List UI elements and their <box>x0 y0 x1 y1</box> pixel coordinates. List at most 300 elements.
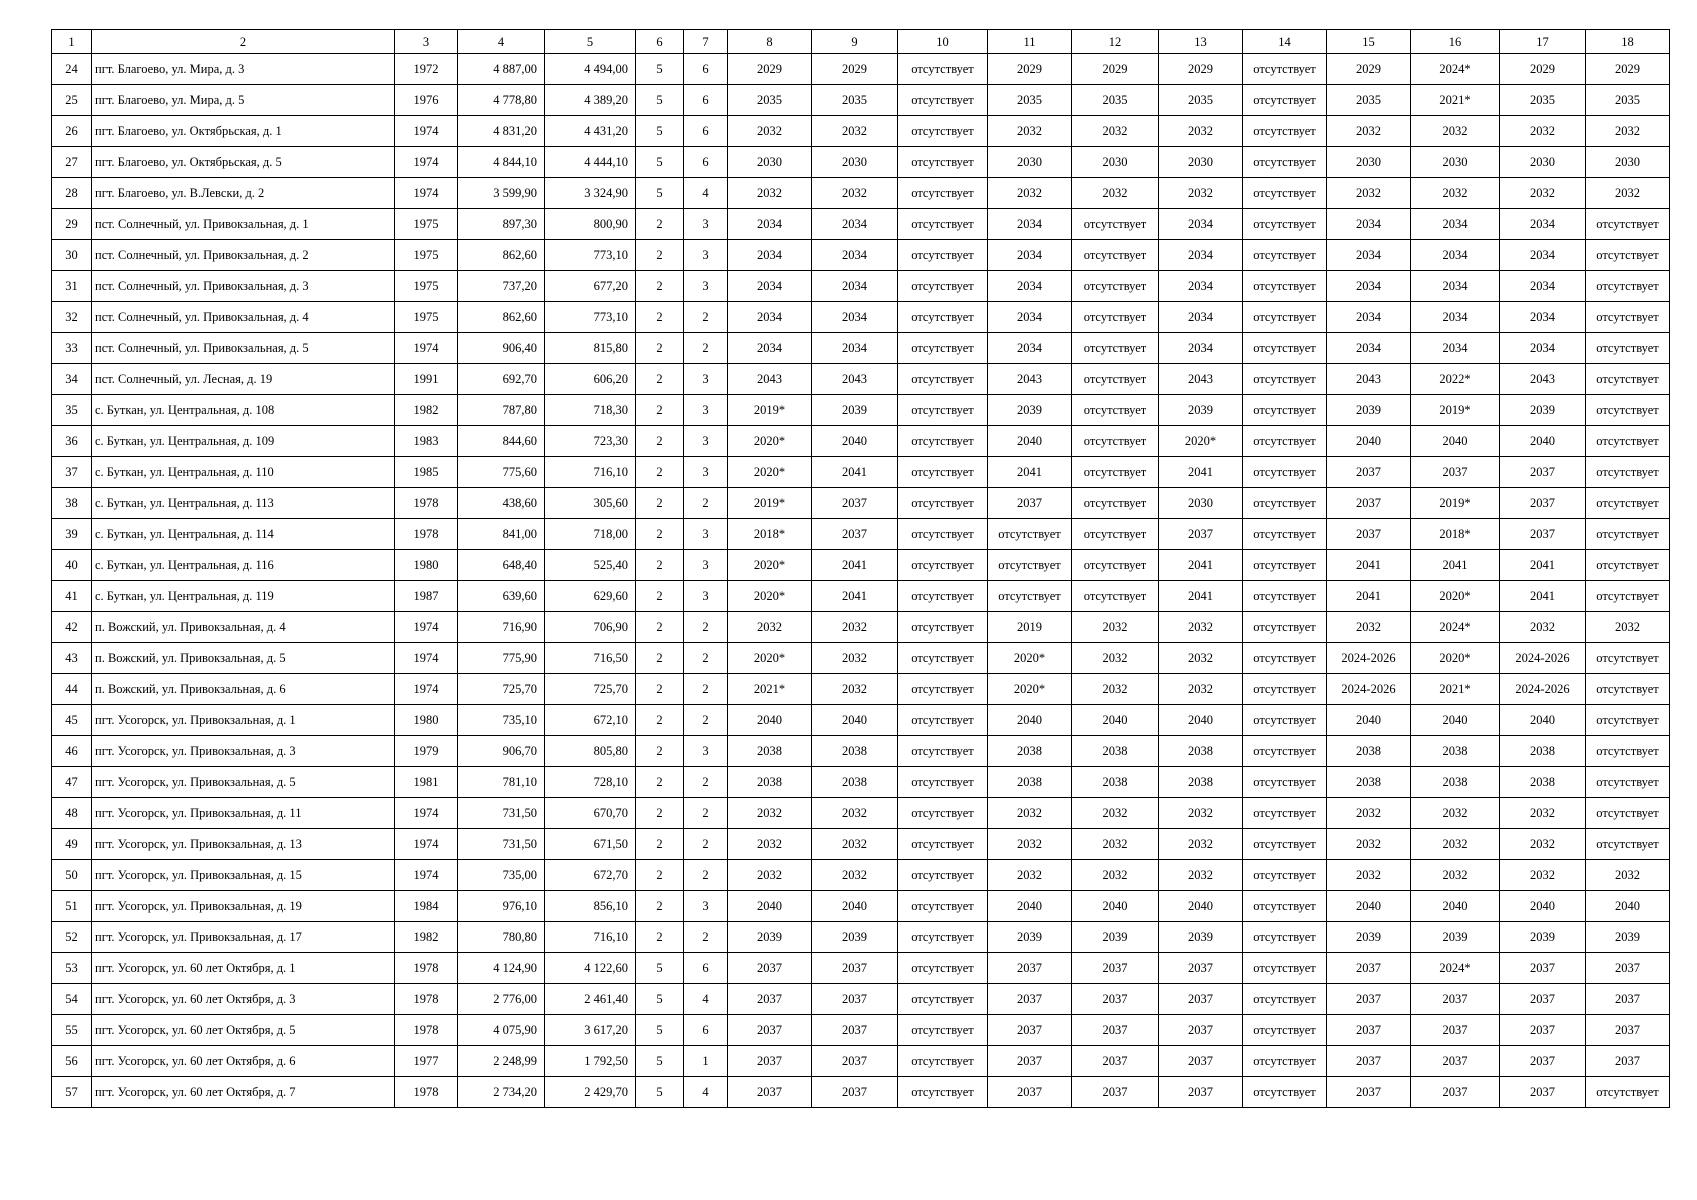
table-cell: 2039 <box>1586 922 1670 953</box>
table-cell: 2037 <box>728 1077 812 1108</box>
table-cell: 2032 <box>728 178 812 209</box>
table-cell: 2039 <box>1500 395 1586 426</box>
table-cell: 1974 <box>395 612 458 643</box>
table-cell: 2040 <box>728 705 812 736</box>
table-cell: 2032 <box>1500 798 1586 829</box>
table-cell: 639,60 <box>458 581 545 612</box>
table-cell: 2039 <box>1159 922 1243 953</box>
table-cell: 2029 <box>1159 54 1243 85</box>
table-cell: 2038 <box>728 736 812 767</box>
table-cell: 2037 <box>1500 457 1586 488</box>
address-cell: пгт. Усогорск, ул. 60 лет Октября, д. 7 <box>92 1077 395 1108</box>
table-cell: 3 <box>684 426 728 457</box>
table-cell: 4 124,90 <box>458 953 545 984</box>
table-cell: 2024-2026 <box>1327 674 1411 705</box>
table-cell: 1987 <box>395 581 458 612</box>
table-cell: 725,70 <box>458 674 545 705</box>
table-cell: 2032 <box>728 116 812 147</box>
table-cell: 2037 <box>1327 953 1411 984</box>
address-cell: с. Буткан, ул. Центральная, д. 114 <box>92 519 395 550</box>
table-cell: 2039 <box>812 395 898 426</box>
table-cell: 606,20 <box>545 364 636 395</box>
table-cell: отсутствует <box>1243 364 1327 395</box>
table-cell: 2034 <box>1327 240 1411 271</box>
table-cell: 3 <box>684 550 728 581</box>
table-cell: 2 <box>636 891 684 922</box>
row-number-cell: 49 <box>52 829 92 860</box>
table-cell: 3 <box>684 271 728 302</box>
table-cell: 2032 <box>728 860 812 891</box>
address-cell: с. Буткан, ул. Центральная, д. 108 <box>92 395 395 426</box>
table-cell: 2032 <box>1500 829 1586 860</box>
address-cell: пгт. Усогорск, ул. Привокзальная, д. 1 <box>92 705 395 736</box>
table-cell: 2020* <box>988 643 1072 674</box>
table-cell: 2034 <box>1327 333 1411 364</box>
table-cell: 2 <box>636 612 684 643</box>
column-header-6: 6 <box>636 30 684 54</box>
table-cell: 2 <box>636 209 684 240</box>
table-cell: отсутствует <box>1072 240 1159 271</box>
table-row <box>52 705 1670 736</box>
table-cell: 2034 <box>812 271 898 302</box>
table-cell: 2034 <box>1327 302 1411 333</box>
address-cell: пст. Солнечный, ул. Привокзальная, д. 2 <box>92 240 395 271</box>
table-cell: 2021* <box>1411 674 1500 705</box>
table-cell: отсутствует <box>1072 426 1159 457</box>
table-cell: 2032 <box>1586 612 1670 643</box>
address-cell: с. Буткан, ул. Центральная, д. 109 <box>92 426 395 457</box>
row-number-cell: 51 <box>52 891 92 922</box>
table-row <box>52 364 1670 395</box>
table-cell: 2039 <box>728 922 812 953</box>
table-cell: 2034 <box>812 302 898 333</box>
table-cell: 2037 <box>1411 1015 1500 1046</box>
column-header-4: 4 <box>458 30 545 54</box>
table-row <box>52 395 1670 426</box>
table-cell: 2034 <box>728 271 812 302</box>
table-cell: 2029 <box>1327 54 1411 85</box>
table-cell: 800,90 <box>545 209 636 240</box>
row-number-cell: 53 <box>52 953 92 984</box>
row-number-cell: 36 <box>52 426 92 457</box>
table-cell: 780,80 <box>458 922 545 953</box>
address-cell: с. Буткан, ул. Центральная, д. 113 <box>92 488 395 519</box>
table-cell: 805,80 <box>545 736 636 767</box>
table-cell: отсутствует <box>1586 705 1670 736</box>
table-cell: 2032 <box>1411 116 1500 147</box>
table-cell: 2043 <box>1159 364 1243 395</box>
table-cell: 1974 <box>395 643 458 674</box>
table-cell: 906,40 <box>458 333 545 364</box>
table-cell: 648,40 <box>458 550 545 581</box>
table-cell: 2039 <box>812 922 898 953</box>
row-number-cell: 44 <box>52 674 92 705</box>
table-cell: отсутствует <box>1072 271 1159 302</box>
table-cell: 2035 <box>1159 85 1243 116</box>
table-cell: 2037 <box>1327 1046 1411 1077</box>
table-cell: 1974 <box>395 147 458 178</box>
table-cell: 2 <box>636 426 684 457</box>
table-cell: отсутствует <box>1243 488 1327 519</box>
table-cell: 2020* <box>728 426 812 457</box>
table-cell: 5 <box>636 984 684 1015</box>
table-cell: 2038 <box>1500 736 1586 767</box>
table-cell: 1978 <box>395 488 458 519</box>
table-cell: 2034 <box>1411 302 1500 333</box>
table-cell: 2 734,20 <box>458 1077 545 1108</box>
table-cell: 2 <box>684 674 728 705</box>
table-cell: отсутствует <box>1243 333 1327 364</box>
table-cell: 2038 <box>1327 767 1411 798</box>
column-header-5: 5 <box>545 30 636 54</box>
table-cell: 629,60 <box>545 581 636 612</box>
table-cell: 525,40 <box>545 550 636 581</box>
table-row <box>52 798 1670 829</box>
table-cell: 2024* <box>1411 953 1500 984</box>
table-cell: 2037 <box>1327 984 1411 1015</box>
table-cell: 2019* <box>1411 488 1500 519</box>
table-cell: 2032 <box>1159 829 1243 860</box>
table-cell: отсутствует <box>1243 674 1327 705</box>
table-cell: 2032 <box>1159 612 1243 643</box>
table-cell: 2032 <box>1586 178 1670 209</box>
table-cell: 2037 <box>1159 953 1243 984</box>
table-cell: 5 <box>636 1015 684 1046</box>
address-cell: с. Буткан, ул. Центральная, д. 116 <box>92 550 395 581</box>
table-cell: отсутствует <box>988 581 1072 612</box>
table-cell: 2041 <box>1159 457 1243 488</box>
table-cell: 1979 <box>395 736 458 767</box>
row-number-cell: 26 <box>52 116 92 147</box>
table-cell: 2037 <box>1586 1046 1670 1077</box>
table-cell: 2038 <box>1411 767 1500 798</box>
table-cell: отсутствует <box>1243 457 1327 488</box>
row-number-cell: 33 <box>52 333 92 364</box>
table-cell: 2037 <box>1500 953 1586 984</box>
table-cell: 2037 <box>1327 1015 1411 1046</box>
address-cell: п. Вожский, ул. Привокзальная, д. 4 <box>92 612 395 643</box>
table-cell: 2038 <box>812 767 898 798</box>
table-cell: 4 444,10 <box>545 147 636 178</box>
table-cell: 2041 <box>1327 581 1411 612</box>
table-cell: 1974 <box>395 116 458 147</box>
table-cell: 2021* <box>728 674 812 705</box>
table-cell: 2 776,00 <box>458 984 545 1015</box>
table-cell: 2030 <box>812 147 898 178</box>
table-cell: 2032 <box>1327 798 1411 829</box>
table-cell: 2038 <box>1327 736 1411 767</box>
table-cell: 2038 <box>1072 767 1159 798</box>
table-cell: отсутствует <box>1243 85 1327 116</box>
table-cell: 2034 <box>1159 333 1243 364</box>
table-cell: 2 <box>636 674 684 705</box>
table-cell: отсутствует <box>1243 519 1327 550</box>
table-cell: отсутствует <box>1072 488 1159 519</box>
table-cell: 2040 <box>1411 891 1500 922</box>
table-cell: 2020* <box>728 457 812 488</box>
table-cell: 4 122,60 <box>545 953 636 984</box>
table-cell: 2 <box>684 922 728 953</box>
address-cell: пст. Солнечный, ул. Лесная, д. 19 <box>92 364 395 395</box>
table-cell: 670,70 <box>545 798 636 829</box>
table-cell: 2 <box>636 736 684 767</box>
table-cell: отсутствует <box>1586 1077 1670 1108</box>
table-cell: 2040 <box>988 891 1072 922</box>
table-cell: отсутствует <box>898 395 988 426</box>
table-cell: 2041 <box>1327 550 1411 581</box>
table-cell: 2034 <box>1500 302 1586 333</box>
address-cell: п. Вожский, ул. Привокзальная, д. 6 <box>92 674 395 705</box>
table-cell: 2034 <box>1159 302 1243 333</box>
table-cell: отсутствует <box>1243 178 1327 209</box>
table-cell: отсутствует <box>898 147 988 178</box>
row-number-cell: 57 <box>52 1077 92 1108</box>
table-cell: 2032 <box>812 860 898 891</box>
table-cell: 2034 <box>1327 271 1411 302</box>
table-cell: 723,30 <box>545 426 636 457</box>
table-cell: отсутствует <box>1243 953 1327 984</box>
table-cell: 1975 <box>395 271 458 302</box>
table-cell: 906,70 <box>458 736 545 767</box>
table-cell: 2037 <box>988 984 1072 1015</box>
table-cell: 2037 <box>1586 953 1670 984</box>
row-number-cell: 54 <box>52 984 92 1015</box>
table-cell: 2029 <box>1586 54 1670 85</box>
table-cell: 976,10 <box>458 891 545 922</box>
table-cell: 2041 <box>1159 581 1243 612</box>
table-cell: 677,20 <box>545 271 636 302</box>
row-number-cell: 52 <box>52 922 92 953</box>
address-cell: пст. Солнечный, ул. Привокзальная, д. 5 <box>92 333 395 364</box>
table-row <box>52 147 1670 178</box>
column-header-12: 12 <box>1072 30 1159 54</box>
table-cell: 2034 <box>1500 271 1586 302</box>
table-cell: 2038 <box>1159 767 1243 798</box>
address-cell: пгт. Усогорск, ул. 60 лет Октября, д. 5 <box>92 1015 395 1046</box>
table-cell: 2043 <box>812 364 898 395</box>
table-cell: отсутствует <box>898 302 988 333</box>
table-cell: 2037 <box>1327 1077 1411 1108</box>
column-header-17: 17 <box>1500 30 1586 54</box>
table-cell: 2020* <box>1411 643 1500 674</box>
table-cell: 2032 <box>1159 674 1243 705</box>
table-cell: 2032 <box>1072 612 1159 643</box>
table-cell: 2 <box>636 364 684 395</box>
table-cell: 2021* <box>1411 85 1500 116</box>
table-cell: 1978 <box>395 953 458 984</box>
table-cell: 2040 <box>1500 426 1586 457</box>
table-cell: отсутствует <box>1072 581 1159 612</box>
table-cell: 1982 <box>395 922 458 953</box>
table-cell: отсутствует <box>898 519 988 550</box>
table-cell: отсутствует <box>898 550 988 581</box>
table-cell: 2038 <box>988 736 1072 767</box>
address-cell: пст. Солнечный, ул. Привокзальная, д. 4 <box>92 302 395 333</box>
table-row <box>52 550 1670 581</box>
table-cell: 2043 <box>988 364 1072 395</box>
table-cell: 2 <box>684 333 728 364</box>
table-cell: 2 <box>684 798 728 829</box>
table-cell: отсутствует <box>1243 860 1327 891</box>
table-cell: 2040 <box>1159 891 1243 922</box>
table-cell: 844,60 <box>458 426 545 457</box>
table-cell: 2034 <box>728 240 812 271</box>
table-cell: 2032 <box>1327 116 1411 147</box>
table-cell: 2032 <box>1327 829 1411 860</box>
table-cell: 6 <box>684 1015 728 1046</box>
table-cell: 2034 <box>728 333 812 364</box>
table-cell: 2 <box>684 829 728 860</box>
table-cell: 1978 <box>395 1077 458 1108</box>
table-cell: 775,60 <box>458 457 545 488</box>
table-cell: 2 <box>684 705 728 736</box>
table-row <box>52 1046 1670 1077</box>
table-cell: 2035 <box>1072 85 1159 116</box>
table-cell: 2032 <box>1500 178 1586 209</box>
table-cell: 716,10 <box>545 922 636 953</box>
table-cell: 4 075,90 <box>458 1015 545 1046</box>
table-cell: 2 248,99 <box>458 1046 545 1077</box>
table-cell: 1 792,50 <box>545 1046 636 1077</box>
table-cell: 781,10 <box>458 767 545 798</box>
table-cell: отсутствует <box>1586 488 1670 519</box>
table-cell: 2038 <box>728 767 812 798</box>
table-cell: 725,70 <box>545 674 636 705</box>
table-cell: 897,30 <box>458 209 545 240</box>
table-cell: 5 <box>636 953 684 984</box>
table-cell: отсутствует <box>1243 922 1327 953</box>
table-cell: 2 <box>684 767 728 798</box>
table-cell: отсутствует <box>1243 395 1327 426</box>
table-cell: отсутствует <box>1243 705 1327 736</box>
table-cell: 2029 <box>728 54 812 85</box>
table-cell: 2040 <box>988 426 1072 457</box>
table-cell: 3 <box>684 891 728 922</box>
table-row <box>52 1015 1670 1046</box>
table-cell: 2 <box>636 922 684 953</box>
table-cell: 2037 <box>1327 457 1411 488</box>
table-cell: 2029 <box>1500 54 1586 85</box>
table-cell: 2040 <box>1327 891 1411 922</box>
table-cell: 2032 <box>1072 829 1159 860</box>
table-cell: отсутствует <box>1243 891 1327 922</box>
table-cell: 2041 <box>1159 550 1243 581</box>
table-cell: 2032 <box>1586 116 1670 147</box>
table-cell: 1978 <box>395 984 458 1015</box>
address-cell: пгт. Благоево, ул. В.Левски, д. 2 <box>92 178 395 209</box>
table-cell: 1972 <box>395 54 458 85</box>
table-cell: 2032 <box>812 643 898 674</box>
table-cell: отсутствует <box>1243 1077 1327 1108</box>
table-cell: отсутствует <box>1586 829 1670 860</box>
address-cell: п. Вожский, ул. Привокзальная, д. 5 <box>92 643 395 674</box>
table-cell: отсутствует <box>898 953 988 984</box>
table-cell: 2024-2026 <box>1500 643 1586 674</box>
table-cell: 2032 <box>1586 860 1670 891</box>
table-cell: 2040 <box>1327 426 1411 457</box>
address-cell: пгт. Усогорск, ул. Привокзальная, д. 3 <box>92 736 395 767</box>
table-cell: 2032 <box>1072 643 1159 674</box>
table-cell: 1981 <box>395 767 458 798</box>
table-cell: 1974 <box>395 333 458 364</box>
table-cell: 2032 <box>812 178 898 209</box>
table-cell: отсутствует <box>1243 116 1327 147</box>
table-cell: 2037 <box>1500 519 1586 550</box>
table-cell: 2037 <box>728 984 812 1015</box>
table-cell: 672,10 <box>545 705 636 736</box>
table-cell: 2032 <box>1072 798 1159 829</box>
schedule-table <box>51 29 1670 1108</box>
table-cell: отсутствует <box>898 891 988 922</box>
table-cell: 2 <box>636 550 684 581</box>
table-cell: 2030 <box>1072 147 1159 178</box>
row-number-cell: 48 <box>52 798 92 829</box>
table-cell: 716,50 <box>545 643 636 674</box>
table-cell: 2034 <box>988 209 1072 240</box>
table-cell: 2037 <box>988 1077 1072 1108</box>
table-cell: 2037 <box>1411 1046 1500 1077</box>
table-cell: 2 <box>636 240 684 271</box>
row-number-cell: 50 <box>52 860 92 891</box>
table-cell: 2032 <box>988 798 1072 829</box>
table-cell: 2040 <box>1500 891 1586 922</box>
table-row <box>52 519 1670 550</box>
table-cell: отсутствует <box>1072 457 1159 488</box>
table-cell: 2032 <box>728 798 812 829</box>
table-cell: отсутствует <box>898 674 988 705</box>
table-cell: отсутствует <box>1243 612 1327 643</box>
table-cell: 2 <box>684 612 728 643</box>
table-cell: 3 324,90 <box>545 178 636 209</box>
table-cell: отсутствует <box>1243 426 1327 457</box>
table-cell: 2 <box>636 705 684 736</box>
table-cell: отсутствует <box>1586 240 1670 271</box>
table-cell: 2043 <box>1500 364 1586 395</box>
table-cell: 2034 <box>1411 333 1500 364</box>
table-cell: 3 <box>684 209 728 240</box>
row-number-cell: 31 <box>52 271 92 302</box>
table-cell: 2035 <box>1586 85 1670 116</box>
table-cell: 2037 <box>728 1046 812 1077</box>
table-cell: 2029 <box>1072 54 1159 85</box>
table-cell: отсутствует <box>1072 395 1159 426</box>
table-cell: 2034 <box>812 240 898 271</box>
table-cell: 4 778,80 <box>458 85 545 116</box>
table-cell: отсутствует <box>988 519 1072 550</box>
table-cell: 2037 <box>812 953 898 984</box>
table-cell: 2037 <box>1327 488 1411 519</box>
table-cell: 2038 <box>1159 736 1243 767</box>
table-cell: 718,00 <box>545 519 636 550</box>
table-cell: 2037 <box>812 519 898 550</box>
column-header-10: 10 <box>898 30 988 54</box>
table-cell: 1991 <box>395 364 458 395</box>
table-cell: отсутствует <box>1586 426 1670 457</box>
table-cell: 2019 <box>988 612 1072 643</box>
table-cell: 2041 <box>812 550 898 581</box>
row-number-cell: 39 <box>52 519 92 550</box>
table-cell: 731,50 <box>458 829 545 860</box>
table-row <box>52 674 1670 705</box>
table-cell: 2019* <box>728 488 812 519</box>
table-cell: 2037 <box>1500 1015 1586 1046</box>
table-cell: 6 <box>684 85 728 116</box>
table-cell: 1984 <box>395 891 458 922</box>
table-cell: отсутствует <box>1243 1046 1327 1077</box>
table-cell: 2034 <box>1327 209 1411 240</box>
table-cell: 2035 <box>812 85 898 116</box>
table-cell: 2037 <box>1586 984 1670 1015</box>
